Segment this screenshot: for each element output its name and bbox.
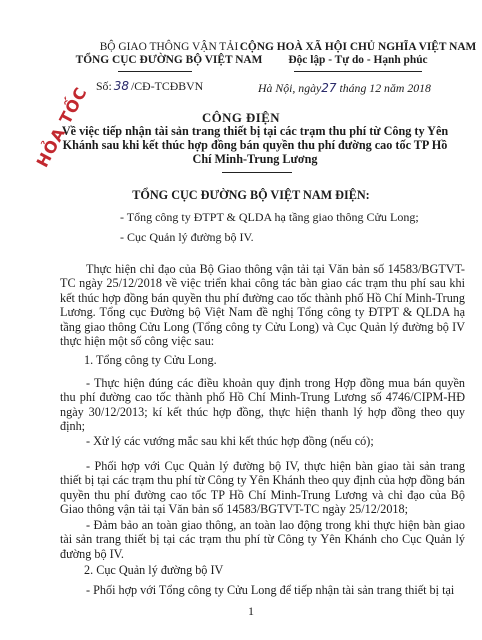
bullet-text: - Xử lý các vướng mắc sau khi kết thúc hợp đồng (nếu có); (86, 434, 374, 448)
national-header (238, 41, 478, 67)
bullet-paragraph (60, 583, 465, 597)
bullet-text: - Phối hợp với Tổng công ty Cửu Long để tiếp nhận tài sản trang thiết bị tại (86, 583, 455, 597)
doc-number-prefix: Số: (96, 79, 112, 93)
document-subject: Về việc tiếp nhận tài sản trang thiết bị tại các trạm thu phí từ Công ty Yên Khánh sau khi kết thúc hợp đồng bán quyền thu phí đường cao tốc TP Hồ Chí Minh-Trung Lương (61, 124, 449, 166)
intro-paragraph (60, 262, 465, 348)
date-day-handwritten: 27 (321, 81, 337, 95)
sender-line: TỔNG CỤC ĐƯỜNG BỘ VIỆT NAM ĐIỆN: (132, 188, 370, 202)
ministry-name: BỘ GIAO THÔNG VẬN TẢI (99, 41, 239, 53)
doc-number-handwritten: 38 (113, 79, 130, 93)
bullet-text: - Phối hợp với Cục Quản lý đường bộ IV, thực hiện bàn giao tài sản trang thiết bị tại các trạm thu phí từ Công ty Yên Khánh theo quy định của hợp đồng bán quyền thu phí đường cao tốc TP Hồ Chí Minh-Trung Lương và chỉ đạo của Bộ Giao thông vận tải tại Văn bản số 14583/BGTVT-TC ngày 25/12/2018; (60, 459, 465, 517)
doc-number-suffix: /CĐ-TCĐBVN (131, 79, 204, 93)
document-type-title: CÔNG ĐIỆN (201, 111, 281, 125)
bullet-paragraph (60, 376, 465, 434)
national-motto: Độc lập - Tự do - Hạnh phúc (288, 54, 428, 66)
recipient-item: - Cục Quản lý đường bộ IV. (120, 230, 254, 244)
intro-text: Thực hiện chỉ đạo của Bộ Giao thông vận tải tại Văn bản số 14583/BGTVT-TC ngày 25/12/2018 về việc triển khai công tác bàn giao các trạm thu phí sau khi kết thúc hợp đồng bán quyền thu phí đường cao tốc thành phố Hồ Chí Minh-Trung Lương. Tổng cục Đường bộ Việt Nam đề nghị Tổng công ty ĐTPT & QLDA hạ tầng giao thông Cửu Long (Tổng công ty Cửu Long) và Cục Quản lý đường bộ IV thực hiện một số công việc sau: (60, 262, 465, 349)
agency-name: TỔNG CỤC ĐƯỜNG BỘ VIỆT NAM (75, 54, 263, 66)
bullet-paragraph (60, 459, 465, 517)
bullet-text: - Thực hiện đúng các điều khoản quy định trong Hợp đồng mua bán quyền thu phí đường cao tốc thành phố Hồ Chí Minh-Trung Lương số 4746/CIPM-HĐ ngày 30/12/2013; kí kết thúc hợp đồng, thực hiện thanh lý hợp đồng theo quy định; (60, 376, 465, 434)
date-rest: tháng 12 năm 2018 (339, 81, 431, 95)
section-heading-2: 2. Cục Quản lý đường bộ IV (84, 563, 224, 577)
bullet-paragraph (60, 434, 465, 448)
section-heading-1: 1. Tổng công ty Cửu Long. (84, 353, 217, 367)
issuer-block (74, 41, 264, 67)
issuer-underline (118, 71, 192, 72)
document-number (96, 79, 203, 94)
country-name: CỘNG HOÀ XÃ HỘI CHỦ NGHĨA VIỆT NAM (239, 41, 477, 53)
motto-underline (294, 71, 422, 72)
bullet-paragraph (60, 518, 465, 561)
issue-date (258, 81, 431, 96)
date-place: Hà Nội, ngày (258, 81, 322, 95)
recipient-item: - Tổng công ty ĐTPT & QLDA hạ tầng giao thông Cửu Long; (120, 210, 419, 224)
bullet-text: - Đảm bảo an toàn giao thông, an toàn lao động trong khi thực hiện bàn giao tài sản trang thiết bị tại các trạm thu phí từ Công ty Yên Khánh cho Cục Quản lý đường bộ IV. (60, 518, 465, 561)
urgent-stamp-text: HỎA TỐC (32, 83, 91, 171)
page-number: 1 (248, 604, 254, 618)
subject-underline (222, 172, 292, 173)
